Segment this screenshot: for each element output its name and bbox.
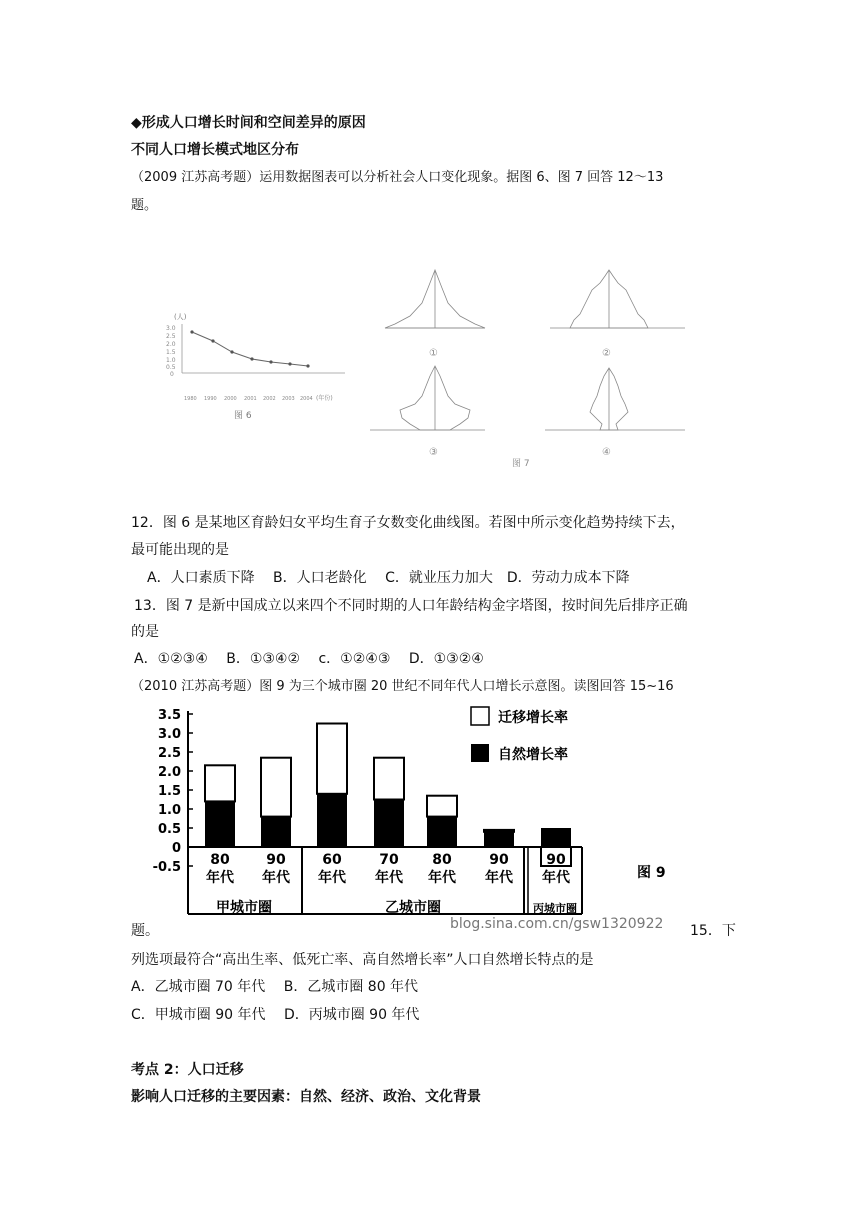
fig6-xtick: 2003 (282, 396, 295, 402)
fig6-ytick: 0.5 (166, 364, 176, 371)
intro-2009-line1: （2009 江苏高考题）运用数据图表可以分析社会人口变化现象。据图 6、图 7 回答 12～13 (131, 170, 664, 185)
q13-line2: 的是 (131, 624, 159, 640)
x-tick-label: 年代 (206, 870, 234, 886)
y-tick-label: 3.5 (157, 708, 181, 723)
fig6-xtick: 2002 (263, 396, 276, 402)
bar-migration (427, 796, 457, 817)
x-tick-label: 80 (432, 852, 452, 868)
figure-6 (166, 312, 345, 421)
pyramid-label: ④ (602, 447, 611, 458)
pyramid-4 (545, 368, 685, 430)
x-tick-label: 年代 (375, 870, 403, 886)
fig9-caption: 图 9 (637, 865, 666, 881)
x-tick-label: 年代 (318, 870, 346, 886)
bar-natural (374, 800, 404, 848)
y-tick-label: 1.5 (157, 784, 181, 799)
fig6-xtick: 1990 (204, 396, 217, 402)
bar-natural (205, 801, 235, 847)
subsection-heading: 不同人口增长模式地区分布 (131, 142, 299, 158)
fig6-ytick: 2.5 (166, 333, 176, 340)
fig7-caption: 图 7 (512, 459, 530, 469)
y-tick-label: 3.0 (157, 727, 181, 742)
fig6-ylabel: (人) (174, 313, 187, 321)
intro-2009-line2: 题。 (131, 198, 158, 213)
fig6-ytick: 2.0 (166, 341, 176, 348)
x-tick-label: 80 (210, 852, 230, 868)
y-tick-label: 1.0 (157, 803, 181, 818)
pyramid-label: ③ (429, 447, 438, 458)
q13-options: A．①②③④ B．①③④② c．①②④③ D．①③②④ (134, 651, 484, 667)
x-tick-label: 90 (546, 852, 566, 868)
q12-options: A．人口素质下降 B．人口老龄化 C．就业压力加大 D．劳动力成本下降 (147, 570, 630, 586)
pyramid-label: ② (602, 348, 611, 359)
bar-migration (317, 724, 347, 794)
y-tick-label: 0 (171, 841, 181, 856)
group-label: 甲城市圈 (216, 900, 272, 916)
fig6-ytick: 1.5 (166, 349, 176, 356)
q12-line2: 最可能出现的是 (131, 542, 229, 558)
migration-factors: 影响人口迁移的主要因素：自然、经济、政治、文化背景 (131, 1089, 481, 1105)
fig9-labels (206, 852, 577, 916)
bar-natural (484, 832, 514, 847)
pyramid-3 (370, 366, 485, 430)
fig6-ytick: 0 (170, 371, 174, 378)
fig6-ytick: 1.0 (166, 357, 176, 364)
bar-natural (541, 828, 571, 847)
q15-tail-ti: 题。 (131, 923, 159, 939)
group-label: 丙城市圈 (533, 902, 577, 915)
x-tick-label: 年代 (542, 870, 570, 886)
y-tick-label: 0.5 (157, 822, 181, 837)
q15-tail-start: 15．下 (690, 923, 736, 939)
section-heading: ◆形成人口增长时间和空间差异的原因 (131, 115, 366, 131)
legend-natural-swatch (471, 744, 489, 762)
bar-migration (205, 765, 235, 801)
x-tick-label: 年代 (262, 870, 290, 886)
x-tick-label: 年代 (428, 870, 456, 886)
watermark: blog.sina.com.cn/gsw1320922 (450, 916, 664, 932)
x-tick-label: 90 (266, 852, 286, 868)
legend-migration-label: 迁移增长率 (498, 710, 568, 726)
fig6-xunit: (年份) (316, 395, 333, 402)
figure-7 (370, 270, 685, 430)
y-tick-label: 2.0 (157, 765, 181, 780)
fig6-xtick: 2001 (244, 396, 257, 402)
figure-6-7-image (160, 258, 700, 470)
fig6-xtick: 2004 (300, 396, 313, 402)
x-tick-label: 70 (379, 852, 399, 868)
pyramid-2 (550, 270, 685, 328)
x-tick-label: 60 (322, 852, 342, 868)
q15-line2: 列选项最符合“高出生率、低死亡率、高自然增长率”人口自然增长特点的是 (131, 952, 594, 968)
legend-natural-label: 自然增长率 (498, 747, 568, 763)
y-tick-label: -0.5 (152, 860, 181, 875)
fig6-xtick: 2000 (224, 396, 237, 402)
x-tick-label: 年代 (485, 870, 513, 886)
pyramid-label: ① (429, 348, 438, 359)
fig9-bars (205, 724, 571, 867)
bar-migration (261, 758, 291, 817)
bar-migration (484, 830, 514, 832)
figure-9-chart (150, 700, 690, 922)
x-tick-label: 90 (489, 852, 509, 868)
fig6-ytick: 3.0 (166, 325, 176, 332)
intro-2010: （2010 江苏高考题）图 9 为三个城市圈 20 世纪不同年代人口增长示意图。读图回答 15~16 (131, 679, 674, 694)
q15-options-2: C．甲城市圈 90 年代 D．丙城市圈 90 年代 (131, 1007, 420, 1023)
q15-options-1: A．乙城市圈 70 年代 B．乙城市圈 80 年代 (131, 979, 419, 995)
point-2-heading: 考点 2：人口迁移 (131, 1062, 244, 1078)
legend-migration-swatch (471, 707, 489, 725)
y-tick-label: 2.5 (157, 746, 181, 761)
bar-natural (261, 817, 291, 847)
bar-natural (317, 794, 347, 847)
q12-line1: 12．图 6 是某地区育龄妇女平均生育子女数变化曲线图。若图中所示变化趋势持续下去， (131, 515, 685, 531)
pyramid-1 (385, 270, 485, 328)
q13-line1: 13．图 7 是新中国成立以来四个不同时期的人口年龄结构金字塔图，按时间先后排序正确 (134, 598, 688, 614)
bar-migration (374, 758, 404, 800)
bar-natural (427, 817, 457, 847)
fig6-xtick: 1980 (184, 396, 197, 402)
group-label: 乙城市圈 (385, 900, 441, 916)
fig6-caption: 图 6 (234, 411, 252, 421)
